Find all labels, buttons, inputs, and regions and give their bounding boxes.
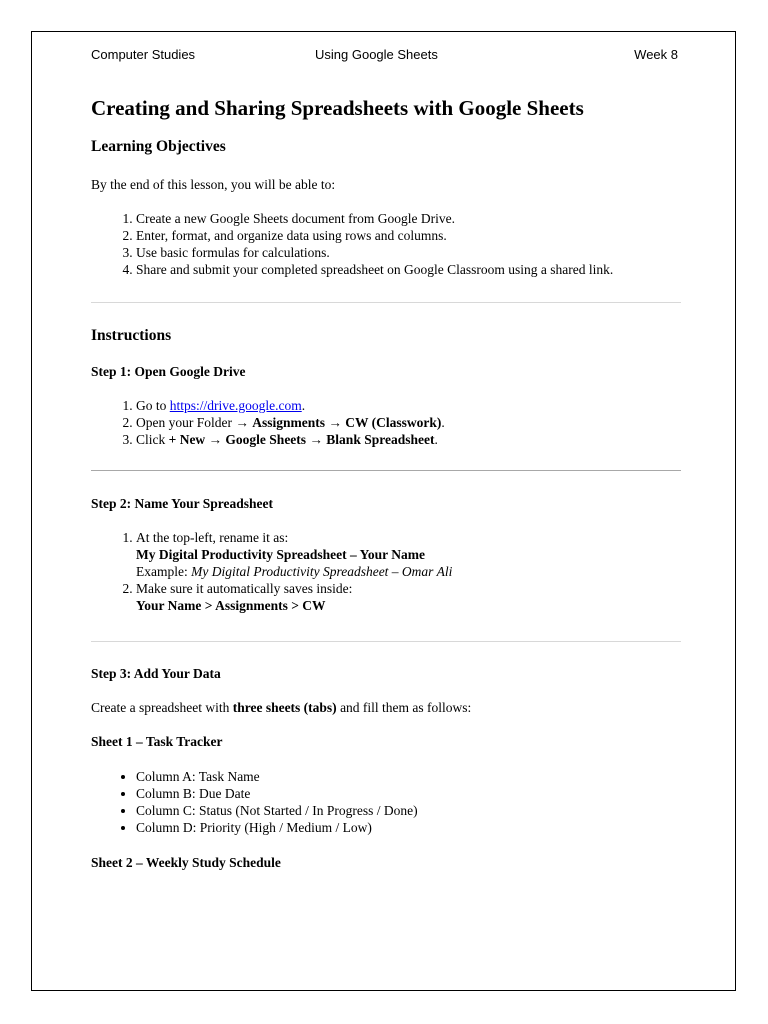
list-item: 3. Use basic formulas for calculations.: [136, 244, 681, 261]
bold-text: Your Name > Assignments > CW: [136, 598, 326, 613]
step2-list: [91, 529, 681, 614]
bold-text: Assignments → CW (Classwork): [252, 415, 442, 430]
text: At the top-left, rename it as:: [136, 530, 289, 545]
list-item: 4. Share and submit your completed spreadsheet on Google Classroom using a shared link.: [136, 261, 681, 278]
bold-text: three sheets (tabs): [232, 700, 337, 715]
header-subject: Computer Studies: [91, 47, 196, 62]
list-item: • Column D: Priority (High / Medium / Low): [136, 819, 681, 836]
objectives-list: [91, 210, 681, 278]
sheet1-heading: Sheet 1 – Task Tracker: [91, 734, 223, 749]
bold-text: + New → Google Sheets → Blank Spreadsheet: [168, 432, 435, 447]
objectives-intro: By the end of this lesson, you will be able to:: [91, 177, 336, 192]
list-item: • Column C: Status (Not Started / In Progress / Done): [136, 802, 681, 819]
page-title: Creating and Sharing Spreadsheets with Google Sheets: [91, 96, 584, 120]
step1-heading: Step 1: Open Google Drive: [91, 364, 246, 379]
list-item: [136, 414, 681, 431]
objectives-heading: Learning Objectives: [91, 138, 226, 155]
text: .: [301, 398, 306, 413]
step3-intro: [91, 699, 681, 716]
text: Make sure it automatically saves inside:: [136, 581, 353, 596]
list-item: • Column A: Task Name: [136, 768, 681, 785]
list-item: [136, 529, 681, 580]
list-item: [136, 397, 681, 414]
list-item: [136, 580, 681, 614]
list-item: 2. Enter, format, and organize data using rows and columns.: [136, 227, 681, 244]
instructions-heading: Instructions: [91, 327, 172, 344]
text: and fill them as follows:: [336, 700, 472, 715]
step1-list: [91, 397, 681, 448]
list-item: [136, 431, 681, 448]
document-body: [91, 94, 681, 886]
step3-heading: Step 3: Add Your Data: [91, 666, 221, 681]
italic-text: My Digital Productivity Spreadsheet – Omar Ali: [191, 564, 453, 579]
text: .: [434, 432, 438, 447]
header-topic: Using Google Sheets: [315, 47, 438, 62]
divider: [91, 641, 681, 642]
drive-link[interactable]: https://drive.google.com: [169, 398, 302, 413]
step2-heading: Step 2: Name Your Spreadsheet: [91, 496, 273, 511]
text: Go to: [136, 398, 170, 413]
divider: [91, 470, 681, 471]
bold-text: My Digital Productivity Spreadsheet – Your Name: [136, 547, 425, 562]
divider: [91, 302, 681, 303]
sheet1-list: [91, 768, 681, 836]
text: Example:: [136, 564, 192, 579]
page-header: [91, 47, 678, 62]
text: .: [441, 415, 445, 430]
text: Open your Folder →: [136, 415, 253, 430]
list-item: • Column B: Due Date: [136, 785, 681, 802]
list-item: 1. Create a new Google Sheets document from Google Drive.: [136, 210, 681, 227]
text: Create a spreadsheet with: [91, 700, 233, 715]
sheet2-heading: Sheet 2 – Weekly Study Schedule: [91, 855, 281, 870]
header-week: Week 8: [634, 47, 678, 62]
text: Click: [136, 432, 169, 447]
